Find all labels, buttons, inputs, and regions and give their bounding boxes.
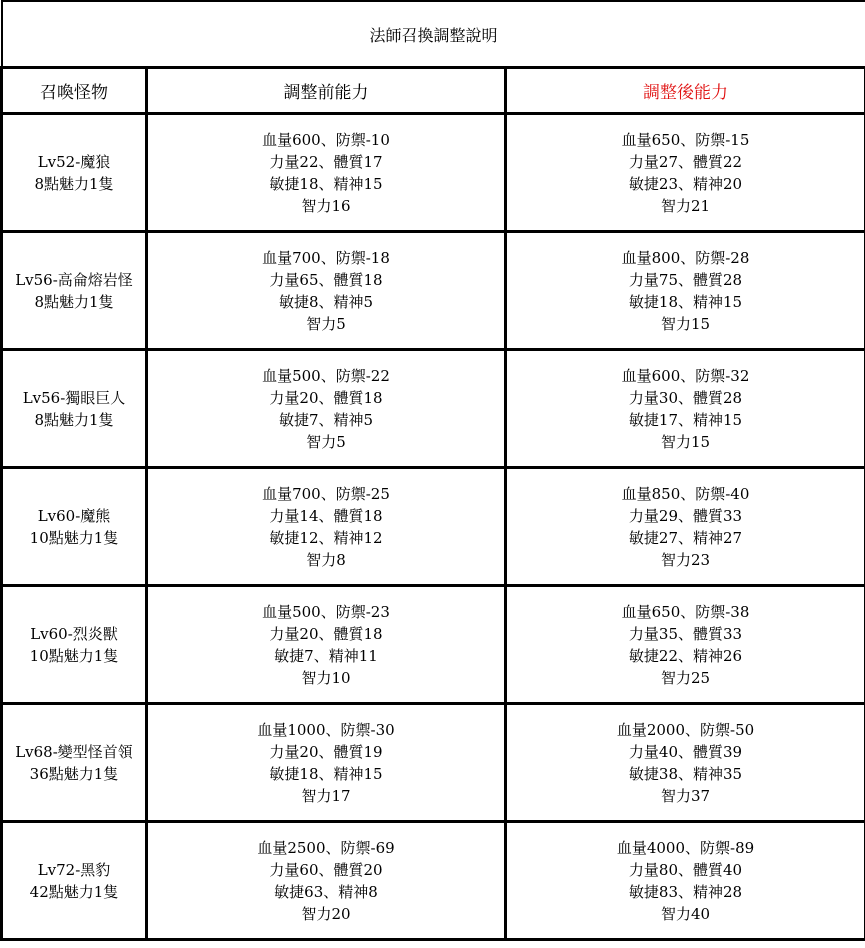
after-stat-line: 智力21 (660, 196, 711, 215)
before-stat-line: 智力5 (306, 432, 346, 451)
table-row (2, 114, 865, 232)
before-stat-line: 力量22、體質17 (269, 152, 383, 171)
before-stat-line: 血量1000、防禦-30 (257, 720, 395, 739)
monster-cost: 8點魅力1隻 (34, 410, 114, 429)
after-stat-line: 血量600、防禦-32 (621, 366, 750, 385)
monster-cell (2, 586, 147, 704)
monster-name: Lv60-烈炎獸 (30, 624, 118, 643)
before-stats-cell (147, 468, 506, 586)
after-stat-line: 血量650、防禦-15 (621, 130, 750, 149)
table-row (2, 350, 865, 468)
after-stat-line: 敏捷22、精神26 (628, 646, 743, 665)
monster-name: Lv56-獨眼巨人 (22, 388, 126, 407)
before-stat-line: 血量500、防禦-22 (262, 366, 390, 385)
after-stat-line: 血量2000、防禦-50 (616, 720, 755, 739)
after-stat-line: 力量30、體質28 (628, 388, 743, 407)
after-stat-line: 力量29、體質33 (628, 506, 743, 525)
after-stat-line: 力量27、體質22 (628, 152, 743, 171)
before-stat-line: 力量20、體質18 (269, 624, 383, 643)
after-stat-line: 血量800、防禦-28 (621, 248, 750, 267)
after-stat-line: 敏捷27、精神27 (628, 528, 743, 547)
before-stat-line: 血量700、防禦-25 (262, 484, 390, 503)
before-stat-line: 血量700、防禦-18 (262, 248, 390, 267)
after-stats-cell (506, 468, 865, 586)
header-after: 調整後能力 (506, 68, 865, 114)
before-stats-cell (147, 822, 506, 940)
after-stats-cell (506, 350, 865, 468)
after-stat-line: 敏捷83、精神28 (628, 882, 743, 901)
monster-cost: 10點魅力1隻 (29, 646, 119, 665)
after-stat-line: 智力15 (660, 314, 711, 333)
title-row (2, 1, 865, 68)
after-stat-line: 力量40、體質39 (628, 742, 743, 761)
before-stat-line: 力量65、體質18 (269, 270, 383, 289)
after-stat-line: 智力37 (660, 786, 711, 805)
table-row (2, 704, 865, 822)
before-stat-line: 敏捷12、精神12 (269, 528, 383, 547)
after-stats-cell (506, 704, 865, 822)
before-stats-cell (147, 586, 506, 704)
monster-cost: 8點魅力1隻 (34, 292, 114, 311)
monster-cell (2, 232, 147, 350)
monster-cost: 10點魅力1隻 (29, 528, 119, 547)
after-stat-line: 血量4000、防禦-89 (616, 838, 755, 857)
after-stat-line: 敏捷23、精神20 (628, 174, 743, 193)
after-stat-line: 力量35、體質33 (628, 624, 743, 643)
after-stat-line: 智力23 (660, 550, 711, 569)
monster-cell (2, 468, 147, 586)
before-stat-line: 智力10 (301, 668, 351, 687)
table-row (2, 822, 865, 940)
before-stat-line: 敏捷63、精神8 (274, 882, 378, 901)
before-stat-line: 力量20、體質19 (269, 742, 383, 761)
after-stat-line: 力量80、體質40 (628, 860, 743, 879)
after-stats-cell (506, 822, 865, 940)
monster-cell (2, 114, 147, 232)
table-title: 法師召換調整說明 (2, 1, 865, 68)
monster-cost: 36點魅力1隻 (29, 764, 119, 783)
before-stat-line: 力量14、體質18 (269, 506, 383, 525)
table-row (2, 586, 865, 704)
before-stats-cell (147, 114, 506, 232)
table-row (2, 232, 865, 350)
header-before: 調整前能力 (147, 68, 506, 114)
header-monster: 召喚怪物 (2, 68, 147, 114)
after-stat-line: 血量850、防禦-40 (621, 484, 750, 503)
monster-cell (2, 704, 147, 822)
table-row (2, 468, 865, 586)
before-stat-line: 敏捷18、精神15 (269, 174, 383, 193)
monster-name: Lv68-變型怪首領 (15, 742, 133, 761)
before-stat-line: 血量2500、防禦-69 (257, 838, 395, 857)
after-stat-line: 敏捷38、精神35 (628, 764, 743, 783)
before-stat-line: 敏捷8、精神5 (278, 292, 374, 311)
before-stat-line: 智力16 (301, 196, 351, 215)
before-stat-line: 敏捷18、精神15 (269, 764, 383, 783)
after-stat-line: 敏捷18、精神15 (628, 292, 743, 311)
monster-cost: 42點魅力1隻 (29, 882, 119, 901)
monster-name: Lv52-魔狼 (37, 152, 111, 171)
before-stat-line: 力量20、體質18 (269, 388, 383, 407)
monster-name: Lv60-魔熊 (37, 506, 111, 525)
after-stats-cell (506, 114, 865, 232)
before-stat-line: 敏捷7、精神5 (278, 410, 374, 429)
after-stat-line: 敏捷17、精神15 (628, 410, 743, 429)
before-stats-cell (147, 704, 506, 822)
before-stat-line: 力量60、體質20 (269, 860, 383, 879)
after-stats-cell (506, 232, 865, 350)
monster-name: Lv56-高侖熔岩怪 (15, 270, 133, 289)
monster-name: Lv72-黑豹 (37, 860, 111, 879)
monster-cell (2, 822, 147, 940)
after-stat-line: 智力40 (660, 904, 711, 923)
after-stat-line: 智力15 (660, 432, 711, 451)
monster-cost: 8點魅力1隻 (34, 174, 114, 193)
before-stat-line: 血量500、防禦-23 (262, 602, 390, 621)
before-stat-line: 血量600、防禦-10 (262, 130, 390, 149)
after-stats-cell (506, 586, 865, 704)
after-stat-line: 力量75、體質28 (628, 270, 743, 289)
after-stat-line: 智力25 (660, 668, 711, 687)
before-stat-line: 智力17 (301, 786, 351, 805)
before-stat-line: 敏捷7、精神11 (274, 646, 378, 665)
header-row (2, 68, 865, 114)
before-stats-cell (147, 232, 506, 350)
after-stat-line: 血量650、防禦-38 (621, 602, 750, 621)
monster-cell (2, 350, 147, 468)
before-stat-line: 智力5 (306, 314, 346, 333)
before-stat-line: 智力20 (301, 904, 351, 923)
before-stats-cell (147, 350, 506, 468)
before-stat-line: 智力8 (306, 550, 346, 569)
